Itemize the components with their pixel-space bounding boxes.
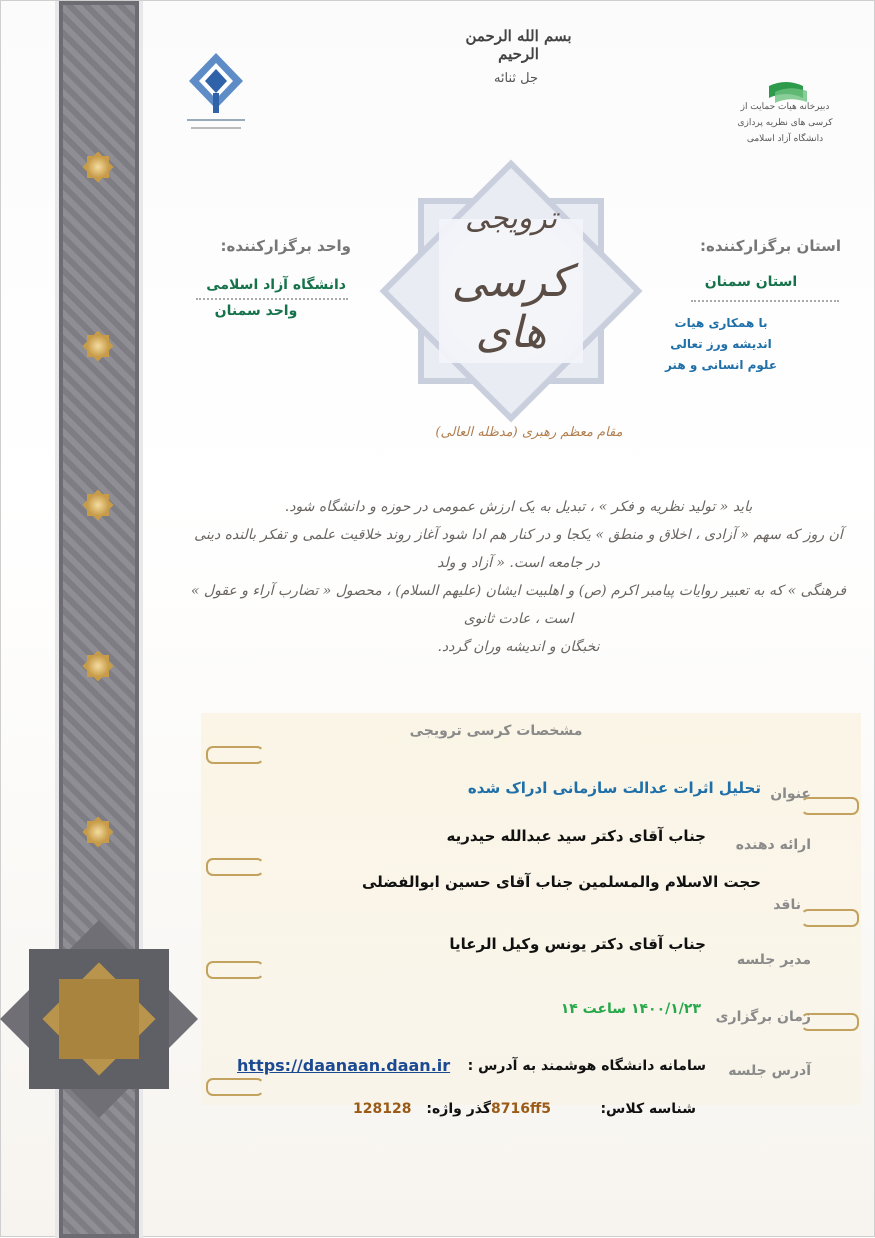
ornament-icon (801, 909, 859, 927)
gold-star-icon (82, 816, 113, 847)
class-id-value: 8716ff5 (491, 1101, 552, 1117)
manager-value: جناب آقای دکتر یونس وکیل الرعایا (449, 935, 706, 953)
field-label-manager: مدیر جلسه (736, 952, 811, 968)
ornament-icon (206, 858, 264, 876)
title-value: تحلیل اثرات عدالت سازمانی ادراک شده (467, 779, 761, 797)
jalla-calligraphy: جل ثنائه (493, 71, 539, 86)
gold-star-icon (82, 330, 113, 361)
organizer-unit-branch: واحد سمنان (214, 303, 298, 319)
organizer-unit-name: دانشگاه آزاد اسلامی (206, 277, 346, 293)
time-value: ۱۴۰۰/۱/۲۳ ساعت ۱۴ (560, 1001, 701, 1017)
field-label-title: عنوان (770, 786, 811, 802)
quote-line: باید « تولید نظریه و فکر » ، تبدیل به یک ارزش عمومی در حوزه و دانشگاه شود. (284, 499, 753, 515)
password-label: گذر واژه: (426, 1101, 491, 1117)
motif-title-line1: ترویجی (464, 201, 558, 236)
cooperation-line: اندیشه ورز تعالی (670, 337, 772, 351)
cooperation-note (661, 313, 781, 376)
address-text: سامانه دانشگاه هوشمند به آدرس : (467, 1058, 706, 1074)
azad-university-logo-icon (181, 49, 251, 144)
address-link[interactable]: https://daanaan.daan.ir (237, 1056, 451, 1075)
field-label-time: زمان برگزاری (715, 1009, 811, 1025)
bismillah-calligraphy: بسم الله الرحمن الرحیم (465, 27, 572, 63)
motif-title-line2: کرسی های (451, 256, 571, 358)
presenter-value: جناب آقای دکتر سید عبدالله حیدریه (446, 827, 706, 845)
cooperation-line: علوم انسانی و هنر (664, 358, 778, 372)
field-label-address: آدرس جلسه (728, 1063, 811, 1079)
quote-line: آن روز که سهم « آزادی ، اخلاق و منطق » یکجا و در کنار هم ادا شود آغاز روند خلاقیت علمی و تفکر بالنده دینی در جامعه است. « آزاد و ولد (194, 527, 843, 571)
password-value: 128128 (353, 1101, 412, 1117)
octagram-badge-core2 (59, 979, 139, 1059)
gold-star-icon (82, 151, 113, 182)
organizer-unit-label: واحد برگزارکننده: (220, 237, 351, 255)
ornament-icon (206, 961, 264, 979)
gold-star-icon (82, 650, 113, 681)
class-id-label: شناسه کلاس: (600, 1101, 696, 1117)
quote-line: نخبگان و اندیشه وران گردد. (437, 639, 600, 655)
gold-star-icon (82, 489, 113, 520)
dotted-divider (196, 298, 348, 300)
cooperation-line: با همکاری هیات (674, 316, 768, 330)
leader-quote (186, 493, 851, 661)
ornament-icon (206, 746, 264, 764)
field-label-presenter: ارائه دهنده (735, 837, 811, 853)
dotted-divider (691, 300, 839, 302)
organizer-province-label: استان برگزارکننده: (700, 237, 841, 255)
ornament-icon (206, 1078, 264, 1096)
council-logo-caption: دبیرخانه هیات حمایت از کرسی های نظریه پردازی دانشگاه آزاد اسلامی (737, 102, 833, 144)
field-label-critic: ناقد (773, 897, 801, 913)
critic-value: حجت الاسلام والمسلمین جناب آقای حسین ابوالفضلی (361, 873, 761, 891)
quote-line: فرهنگی » که به تعبیر روایات پیامبر اکرم (ص) و اهلبیت ایشان (علیهم السلام) ، محصول « تضارب آراء و عقول » است ، عادت ثانوی (190, 583, 847, 627)
specs-title: مشخصات کرسی ترویجی (409, 723, 583, 739)
leader-caption: مقام معظم رهبری (مدظله العالی) (435, 425, 623, 440)
organizer-province-name: استان سمنان (704, 274, 798, 290)
